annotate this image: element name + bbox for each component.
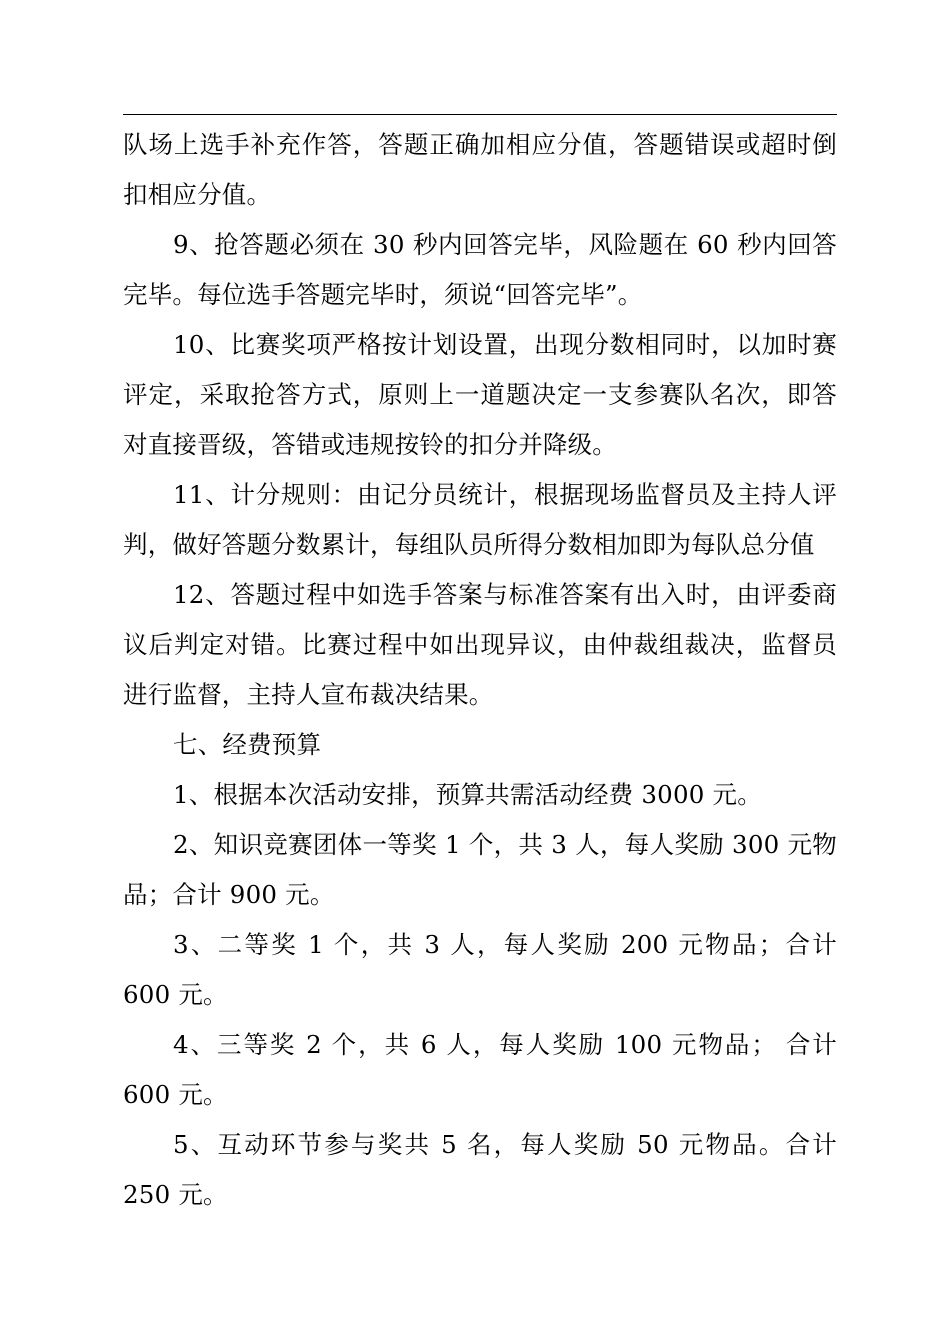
paragraph-continuation: 队场上选手补充作答，答题正确加相应分值，答题错误或超时倒扣相应分值。 <box>123 130 837 209</box>
paragraph-budget-5: 5、互动环节参与奖共 5 名，每人奖励 50 元物品。合计 250 元。 <box>123 1130 837 1209</box>
paragraph-rule-12: 12、答题过程中如选手答案与标准答案有出入时，由评委商议后判定对错。比赛过程中如出现异议，由仲裁组裁决，监督员进行监督，主持人宣布裁决结果。 <box>123 580 837 709</box>
paragraph-rule-11: 11、计分规则：由记分员统计，根据现场监督员及主持人评判，做好答题分数累计，每组队员所得分数相加即为每队总分值 <box>123 480 837 559</box>
document-body <box>123 120 837 1220</box>
paragraph-budget-3: 3、二等奖 1 个，共 3 人，每人奖励 200 元物品；合计 600 元。 <box>123 930 837 1009</box>
paragraph-rule-10: 10、比赛奖项严格按计划设置，出现分数相同时，以加时赛评定，采取抢答方式，原则上一道题决定一支参赛队名次，即答对直接晋级，答错或违规按铃的扣分并降级。 <box>123 330 837 459</box>
section-heading-budget: 七、经费预算 <box>173 730 322 759</box>
paragraph-budget-4: 4、三等奖 2 个，共 6 人，每人奖励 100 元物品； 合计 600 元。 <box>123 1030 837 1109</box>
paragraph-budget-1: 1、根据本次活动安排，预算共需活动经费 3000 元。 <box>173 780 762 809</box>
header-rule <box>123 114 837 115</box>
paragraph-rule-9: 9、抢答题必须在 30 秒内回答完毕，风险题在 60 秒内回答完毕。每位选手答题完毕时，须说“回答完毕”。 <box>123 230 837 309</box>
paragraph-budget-2: 2、知识竞赛团体一等奖 1 个，共 3 人，每人奖励 300 元物品；合计 900 元。 <box>123 830 837 909</box>
